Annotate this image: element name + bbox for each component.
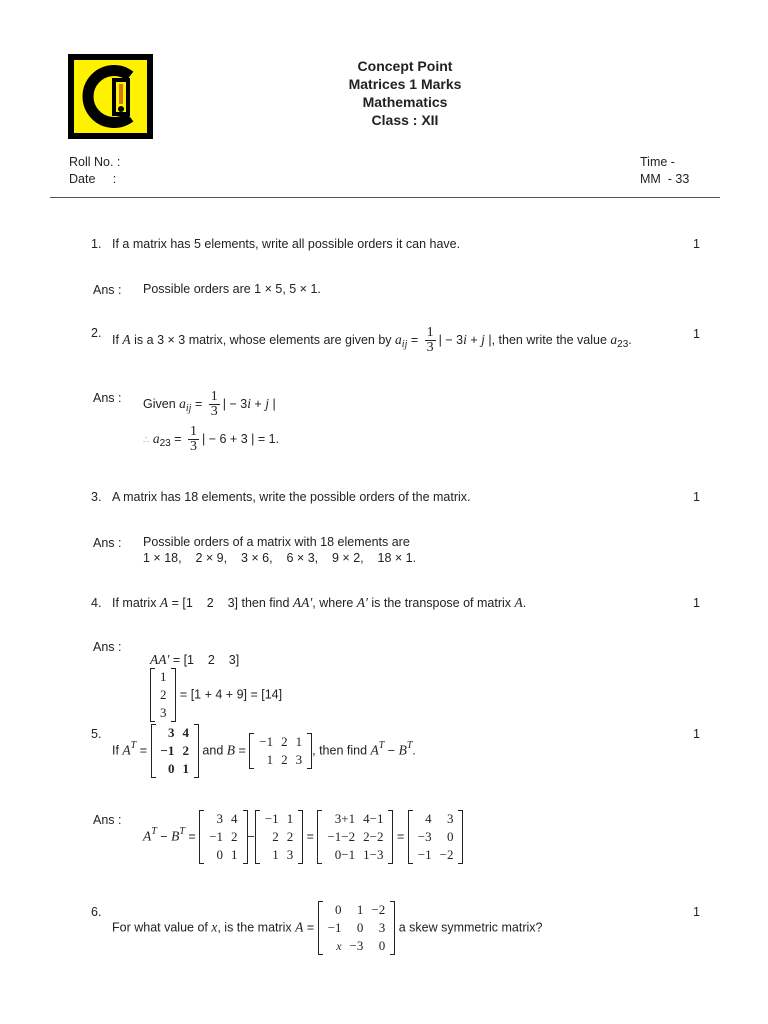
document-header bbox=[250, 57, 560, 129]
answer-label: Ans : bbox=[93, 536, 122, 550]
matrix-a-transpose: 3 4 −1 2 0 1 bbox=[151, 724, 199, 778]
answer-5-equation: $A^T - B^T$ = 3 4 −1 2 0 1 − −1 1 2 2 1 3 = 3+1 4−1 −1−2 2−2 0−1 1−3 = 4 3 −3 0 −1 −2 bbox=[143, 810, 463, 864]
question-5-text: If $A^T$ = 3 4 −1 2 0 1 and B = −1 2 1 1 2 3 , then find $A^T - B^T$. bbox=[112, 725, 416, 776]
class-name: Class : XII bbox=[371, 112, 439, 128]
subject-name: Mathematics bbox=[362, 94, 448, 110]
fraction-one-third: $\frac{1}{3}$ bbox=[210, 389, 218, 419]
roll-no-label: Roll No. : bbox=[69, 155, 121, 169]
column-matrix: 1 2 3 bbox=[150, 668, 177, 722]
matrix-b: −1 2 1 1 2 3 bbox=[249, 733, 312, 769]
question-4-text: If matrix A = [1 2 3] then find AA', where A' is the transpose of matrix A. bbox=[112, 595, 527, 610]
answer-2-line-1: Given $a_{ij}$ = $\frac{1}{3}$ | − 3i + j | bbox=[143, 389, 276, 419]
answer-label: Ans : bbox=[93, 813, 122, 827]
answer-label: Ans : bbox=[93, 640, 122, 654]
question-4-marks: 1 bbox=[693, 596, 700, 610]
answer-label: Ans : bbox=[93, 283, 122, 297]
institute-name: Concept Point bbox=[357, 58, 453, 74]
question-number: 2. bbox=[91, 326, 102, 340]
question-2-marks: 1 bbox=[693, 327, 700, 341]
answer-label: Ans : bbox=[93, 391, 122, 405]
question-number: 6. bbox=[91, 905, 102, 919]
therefore-symbol: ∴ bbox=[143, 434, 150, 446]
date-label: Date : bbox=[69, 172, 117, 186]
question-number: 5. bbox=[91, 727, 102, 741]
question-6-marks: 1 bbox=[693, 905, 700, 919]
question-number: 4. bbox=[91, 596, 102, 610]
question-6-text: For what value of x, is the matrix A = 0 1 −2 −1 0 3 x −3 0 a skew symmetric matrix? bbox=[112, 902, 543, 953]
matrix-a-transpose: 3 4 −1 2 0 1 bbox=[199, 810, 247, 864]
answer-3-line-2: 1 × 18, 2 × 9, 3 × 6, 6 × 3, 9 × 2, 18 × 1. bbox=[143, 551, 417, 565]
answer-1-text: Possible orders are 1 × 5, 5 × 1. bbox=[143, 282, 321, 296]
answer-2-line-2: ∴ $a_{23}$ = $\frac{1}{3}$ | − 6 + 3 | = 1. bbox=[143, 424, 280, 454]
fraction-one-third: $\frac{1}{3}$ bbox=[426, 325, 434, 355]
header-divider bbox=[50, 197, 720, 198]
fraction-one-third: $\frac{1}{3}$ bbox=[190, 424, 198, 454]
matrix-a: 0 1 −2 −1 0 3 x −3 0 bbox=[318, 901, 396, 955]
question-number: 1. bbox=[91, 237, 102, 251]
question-number: 3. bbox=[91, 490, 102, 504]
time-label: Time - bbox=[640, 155, 675, 169]
question-3-text: A matrix has 18 elements, write the possible orders of the matrix. bbox=[112, 490, 471, 504]
question-5-marks: 1 bbox=[693, 727, 700, 741]
max-marks-label: MM - 33 bbox=[640, 172, 690, 186]
question-2-text: If A is a 3 × 3 matrix, whose elements are given by $a_{ij}$ = $\frac{1}{3}$ | − 3i + j |, then write the value $a_{23}$. bbox=[112, 325, 632, 355]
concept-point-logo bbox=[68, 54, 153, 139]
paper-title: Matrices 1 Marks bbox=[348, 76, 462, 92]
question-1-marks: 1 bbox=[693, 237, 700, 251]
matrix-result: 4 3 −3 0 −1 −2 bbox=[408, 810, 464, 864]
answer-4-equation: AA' = [1 2 3] 1 2 3 = [1 + 4 + 9] = [14] bbox=[149, 652, 283, 720]
question-3-marks: 1 bbox=[693, 490, 700, 504]
matrix-b-transpose: −1 1 2 2 1 3 bbox=[255, 810, 303, 864]
question-1-text: If a matrix has 5 elements, write all possible orders it can have. bbox=[112, 237, 461, 251]
matrix-difference-expanded: 3+1 4−1 −1−2 2−2 0−1 1−3 bbox=[317, 810, 393, 864]
answer-3-line-1: Possible orders of a matrix with 18 elements are bbox=[143, 535, 410, 549]
